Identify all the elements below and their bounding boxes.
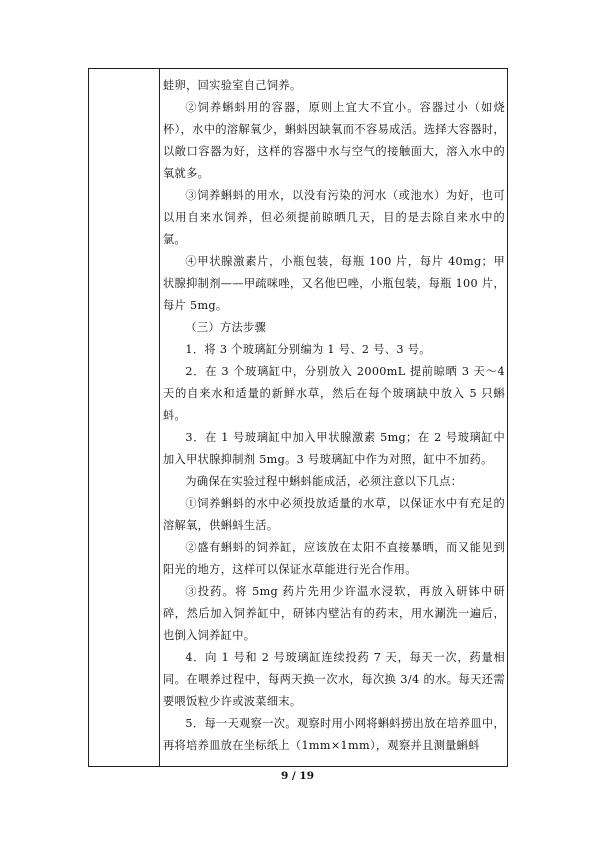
table-cell-content xyxy=(163,75,505,757)
paragraph: 5．每一天观察一次。观察时用小网将蝌蚪捞出放在培养皿中，再将培养皿放在坐标纸上（1mm×1mm），观察并且测量蝌蚪 xyxy=(163,717,505,752)
paragraph: ②盛有蝌蚪的饲养缸，应该放在太阳不直接暴晒，而又能见到阳光的地方，这样可以保证水草能进行光合作用。 xyxy=(163,541,505,576)
paragraph: 1．将 3 个玻璃缸分别编为 1 号、2 号、3 号。 xyxy=(185,343,431,356)
paragraph: ③饲养蝌蚪的用水，以没有污染的河水（或池水）为好，也可以用自来水饲养，但必须提前晾晒几天，目的是去除自来水中的氯。 xyxy=(163,189,505,246)
paragraph: ②饲养蝌蚪用的容器，原则上宜大不宜小。容器过小（如烧杯），水中的溶解氧少，蝌蚪因缺氧而不容易成活。选择大容器时，以敞口容器为好，这样的容器中水与空气的接触面大，溶入水中的氧就多。 xyxy=(163,101,505,180)
page-number: 9 / 19 xyxy=(280,770,315,782)
section-heading: （三）方法步骤 xyxy=(185,321,267,334)
paragraph: ④甲状腺激素片，小瓶包装，每瓶 100 片，每片 40mg；甲状腺抑制剂——甲疏咪唑，又名他巴唑，小瓶包装，每瓶 100 片，每片 5mg。 xyxy=(163,255,505,312)
paragraph: 3．在 1 号玻璃缸中加入甲状腺激素 5mg；在 2 号玻璃缸中加入甲状腺抑制剂 5mg。3 号玻璃缸中作为对照，缸中不加药。 xyxy=(163,431,505,466)
paragraph: 为确保在实验过程中蝌蚪能成活，必须注意以下几点： xyxy=(185,475,463,488)
paragraph: ①饲养蝌蚪的水中必须投放适量的水草，以保证水中有充足的溶解氧，供蝌蚪生活。 xyxy=(163,497,505,532)
paragraph: 蛙卵，回实验室自己饲养。 xyxy=(163,79,302,92)
content-table xyxy=(88,68,508,767)
paragraph: ③投药。将 5mg 药片先用少许温水浸软，再放入研钵中研碎，然后加入饲养缸中，研钵内壁沾有的药末，用水涮洗一遍后，也倒入饲养缸中。 xyxy=(163,585,505,642)
paragraph: 2．在 3 个玻璃缸中，分别放入 2000mL 提前晾晒 3 天～4 天的自来水和适量的新鲜水草，然后在每个玻璃缺中放入 5 只蝌蚪。 xyxy=(163,365,505,422)
paragraph: 4．向 1 号和 2 号玻璃缸连续投药 7 天，每天一次，药量相同。在喂养过程中，每两天换一次水，每次换 3/4 的水。每天还需要喂饭粒少许或波菜细末。 xyxy=(163,651,505,708)
table-column-divider xyxy=(159,69,160,766)
